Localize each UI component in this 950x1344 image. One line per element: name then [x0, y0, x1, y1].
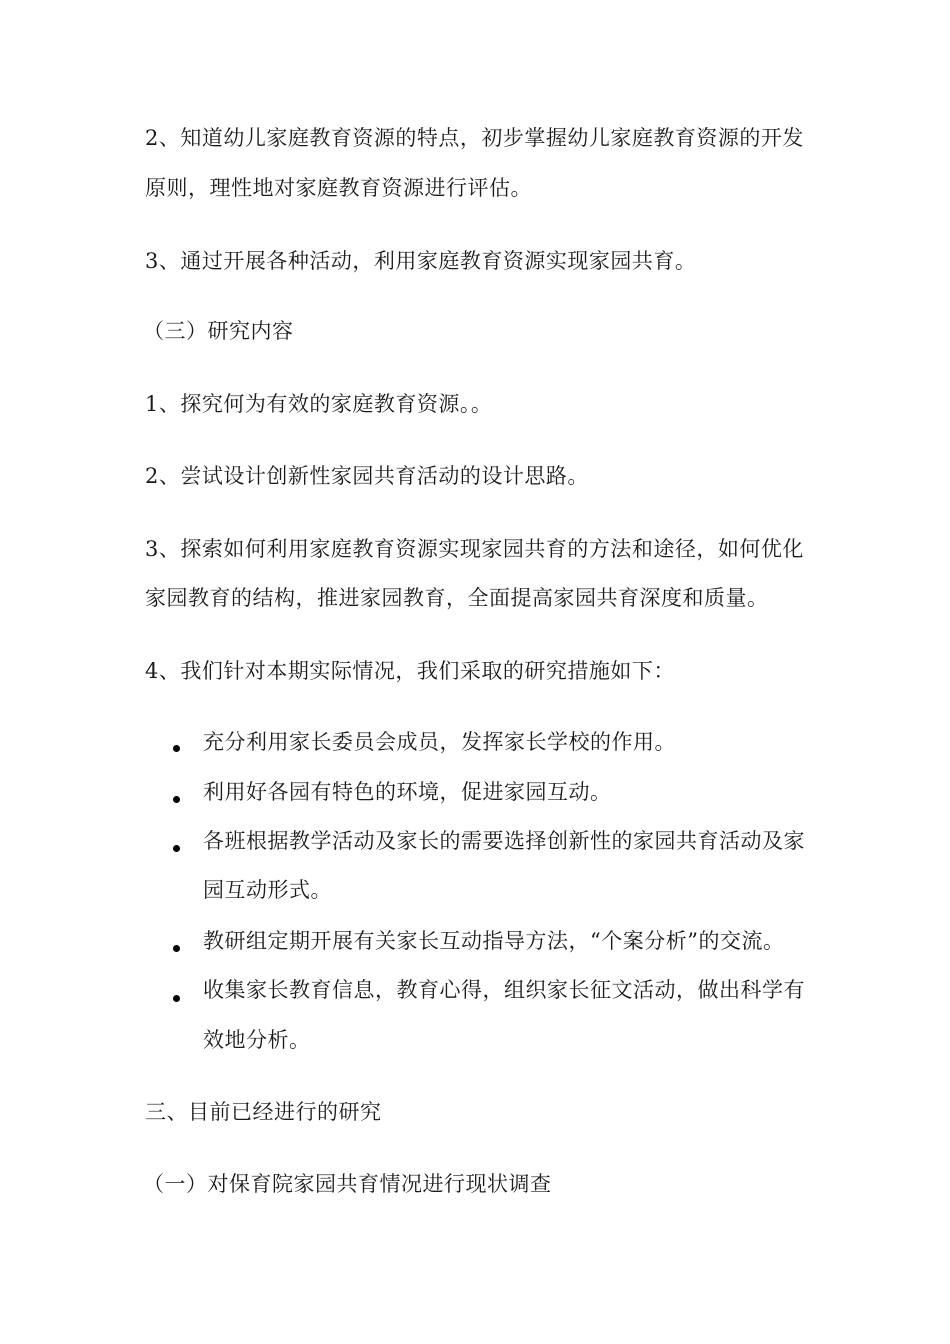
section-heading-3: 三、目前已经进行的研究: [145, 1100, 382, 1124]
content-item-3-line-2: 家园教育的结构，推进家园教育，全面提高家园共育深度和质量。: [145, 586, 769, 610]
content-item-2: 2、尝试设计创新性家园共育活动的设计思路。: [145, 464, 589, 488]
bullet-item-1: 充分利用家长委员会成员，发挥家长学校的作用。: [203, 730, 676, 754]
paragraph-objective-2-line-2: 原则，理性地对家庭教育资源进行评估。: [145, 176, 532, 200]
bullet-dot-icon: [173, 745, 180, 752]
bullet-item-5-line-1: 收集家长教育信息，教育心得，组织家长征文活动，做出科学有: [203, 978, 805, 1002]
content-item-4: 4、我们针对本期实际情况，我们采取的研究措施如下：: [145, 659, 675, 683]
bullet-item-4: 教研组定期开展有关家长互动指导方法，“个案分析”的交流。: [203, 929, 785, 953]
bullet-item-5-line-2: 效地分析。: [203, 1028, 311, 1052]
paragraph-objective-2-line-1: 2、知道幼儿家庭教育资源的特点，初步掌握幼儿家庭教育资源的开发: [145, 126, 804, 150]
heading-research-content: （三）研究内容: [143, 319, 294, 343]
bullet-dot-icon: [173, 995, 180, 1002]
bullet-dot-icon: [173, 796, 180, 803]
bullet-item-3-line-2: 园互动形式。: [203, 878, 332, 902]
subsection-heading-1: （一）对保育院家园共育情况进行现状调查: [143, 1172, 552, 1196]
bullet-dot-icon: [173, 945, 180, 952]
content-item-3-line-1: 3、探索如何利用家庭教育资源实现家园共育的方法和途径，如何优化: [145, 537, 804, 561]
bullet-dot-icon: [173, 845, 180, 852]
bullet-item-3-line-1: 各班根据教学活动及家长的需要选择创新性的家园共育活动及家: [203, 829, 805, 853]
paragraph-objective-3: 3、通过开展各种活动，利用家庭教育资源实现家园共育。: [145, 249, 697, 273]
content-item-1: 1、探究何为有效的家庭教育资源。。: [145, 392, 493, 416]
bullet-item-2: 利用好各园有特色的环境，促进家园互动。: [203, 780, 612, 804]
